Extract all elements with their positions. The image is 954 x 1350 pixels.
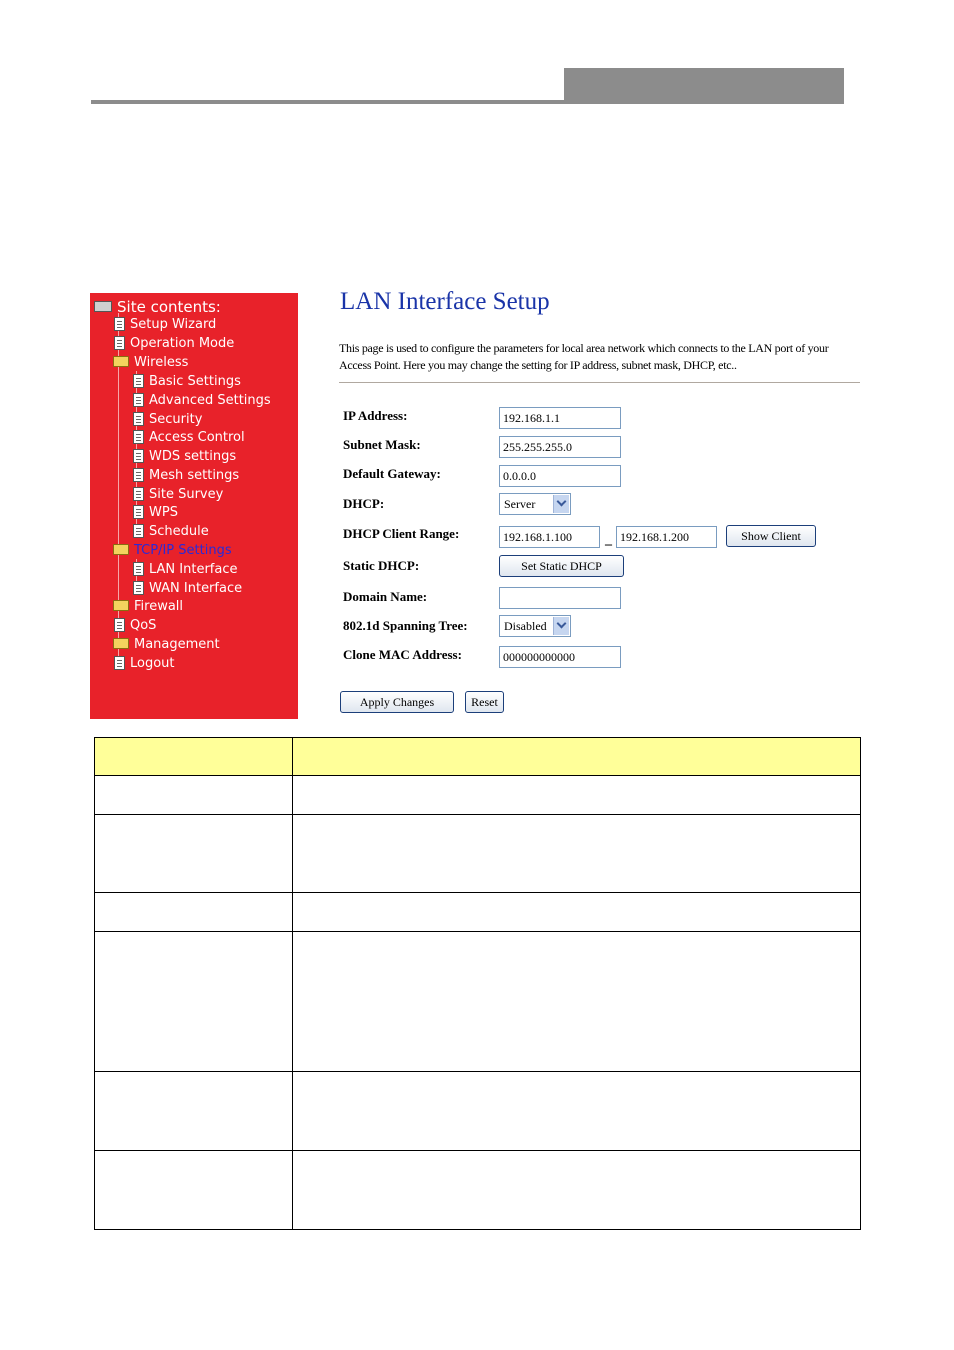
parameter-table — [94, 737, 861, 1230]
sidebar-item-access-control[interactable]: Access Control — [133, 429, 245, 447]
document-icon — [133, 505, 144, 519]
document-icon — [133, 468, 144, 482]
table-row — [95, 1072, 861, 1151]
divider — [339, 382, 860, 383]
subnet-mask-input[interactable]: 255.255.255.0 — [499, 436, 621, 458]
static-dhcp-label: Static DHCP: — [343, 558, 420, 573]
table-row — [95, 776, 861, 815]
sidebar-item-wan-interface[interactable]: WAN Interface — [133, 580, 242, 598]
range-separator: – — [605, 537, 612, 552]
default-gateway-input[interactable]: 0.0.0.0 — [499, 465, 621, 487]
sidebar-item-schedule[interactable]: Schedule — [133, 523, 209, 541]
computer-icon — [94, 301, 112, 312]
open-folder-icon — [113, 544, 129, 555]
table-cell — [293, 1151, 861, 1230]
document-icon — [133, 393, 144, 407]
clone-mac-label: Clone MAC Address: — [343, 647, 462, 662]
dhcp-range-start-input[interactable]: 192.168.1.100 — [499, 526, 600, 548]
dhcp-range-label: DHCP Client Range: — [343, 526, 460, 541]
sidebar-item-lan-interface[interactable]: LAN Interface — [133, 561, 238, 579]
table-row — [95, 893, 861, 932]
table-header-row — [95, 738, 861, 776]
table-header-cell — [293, 738, 861, 776]
table-cell — [95, 1072, 293, 1151]
sidebar-item-advanced-settings[interactable]: Advanced Settings — [133, 392, 271, 410]
folder-icon — [113, 638, 129, 649]
table-cell — [95, 893, 293, 932]
document-icon — [133, 581, 144, 595]
chevron-down-icon — [553, 495, 569, 513]
document-icon — [114, 317, 125, 331]
table-cell — [293, 776, 861, 815]
document-icon — [133, 412, 144, 426]
ip-address-label: IP Address: — [343, 408, 408, 423]
sidebar-item-firewall[interactable]: Firewall — [113, 598, 183, 616]
sidebar-item-wds-settings[interactable]: WDS settings — [133, 448, 236, 466]
document-icon — [114, 656, 125, 670]
table-row — [95, 1151, 861, 1230]
table-cell — [95, 815, 293, 893]
document-icon — [133, 430, 144, 444]
sidebar-item-operation-mode[interactable]: Operation Mode — [114, 335, 234, 353]
sidebar-item-basic-settings[interactable]: Basic Settings — [133, 373, 241, 391]
folder-icon — [113, 600, 129, 611]
lan-setup-panel — [338, 288, 862, 720]
sidebar-item-wps[interactable]: WPS — [133, 504, 178, 522]
dhcp-select-value: Server — [504, 497, 536, 511]
domain-name-label: Domain Name: — [343, 589, 428, 604]
table-cell — [293, 932, 861, 1072]
spanning-tree-label: 802.1d Spanning Tree: — [343, 618, 468, 633]
table-cell — [95, 1151, 293, 1230]
document-icon — [133, 562, 144, 576]
show-client-button[interactable]: Show Client — [726, 525, 816, 547]
table-cell — [95, 776, 293, 815]
reset-button[interactable]: Reset — [465, 691, 504, 713]
clone-mac-input[interactable]: 000000000000 — [499, 646, 621, 668]
spanning-tree-select-value: Disabled — [504, 619, 547, 633]
open-folder-icon — [113, 356, 129, 367]
sidebar-item-security[interactable]: Security — [133, 411, 202, 429]
sidebar-item-wireless[interactable]: Wireless — [113, 354, 188, 372]
sidebar — [90, 293, 298, 719]
set-static-dhcp-button[interactable]: Set Static DHCP — [499, 555, 624, 577]
document-icon — [133, 374, 144, 388]
ip-address-input[interactable]: 192.168.1.1 — [499, 407, 621, 429]
page-title: LAN Interface Setup — [340, 288, 550, 315]
default-gateway-label: Default Gateway: — [343, 466, 441, 481]
apply-changes-button[interactable]: Apply Changes — [340, 691, 454, 713]
subnet-mask-label: Subnet Mask: — [343, 437, 421, 452]
spanning-tree-select[interactable] — [499, 615, 571, 637]
document-icon — [114, 618, 125, 632]
dhcp-range-end-input[interactable]: 192.168.1.200 — [616, 526, 717, 548]
document-icon — [133, 524, 144, 538]
sidebar-item-setup-wizard[interactable]: Setup Wizard — [114, 316, 216, 334]
sidebar-item-mesh-settings[interactable]: Mesh settings — [133, 467, 239, 485]
document-icon — [133, 487, 144, 501]
dhcp-select[interactable] — [499, 493, 571, 515]
table-header-cell — [95, 738, 293, 776]
sidebar-item-management[interactable]: Management — [113, 636, 220, 654]
page-header-box — [564, 68, 844, 104]
dhcp-label: DHCP: — [343, 496, 385, 511]
document-icon — [133, 449, 144, 463]
table-row — [95, 932, 861, 1072]
page-description: This page is used to configure the parameters for local area network which connects to the LAN port of your Access Point. Here you may change the setting for IP address, subnet mask, DHCP, etc.. — [339, 341, 829, 372]
domain-name-input[interactable] — [499, 587, 621, 609]
table-cell — [293, 1072, 861, 1151]
table-cell — [95, 932, 293, 1072]
sidebar-item-tcpip-settings[interactable]: TCP/IP Settings — [113, 542, 232, 560]
chevron-down-icon — [553, 617, 569, 635]
sidebar-item-logout[interactable]: Logout — [114, 655, 175, 673]
table-cell — [293, 815, 861, 893]
table-cell — [293, 893, 861, 932]
sidebar-item-site-survey[interactable]: Site Survey — [133, 486, 223, 504]
sidebar-root: Site contents: — [94, 298, 221, 316]
table-row — [95, 815, 861, 893]
document-icon — [114, 336, 125, 350]
sidebar-item-qos[interactable]: QoS — [114, 617, 156, 635]
